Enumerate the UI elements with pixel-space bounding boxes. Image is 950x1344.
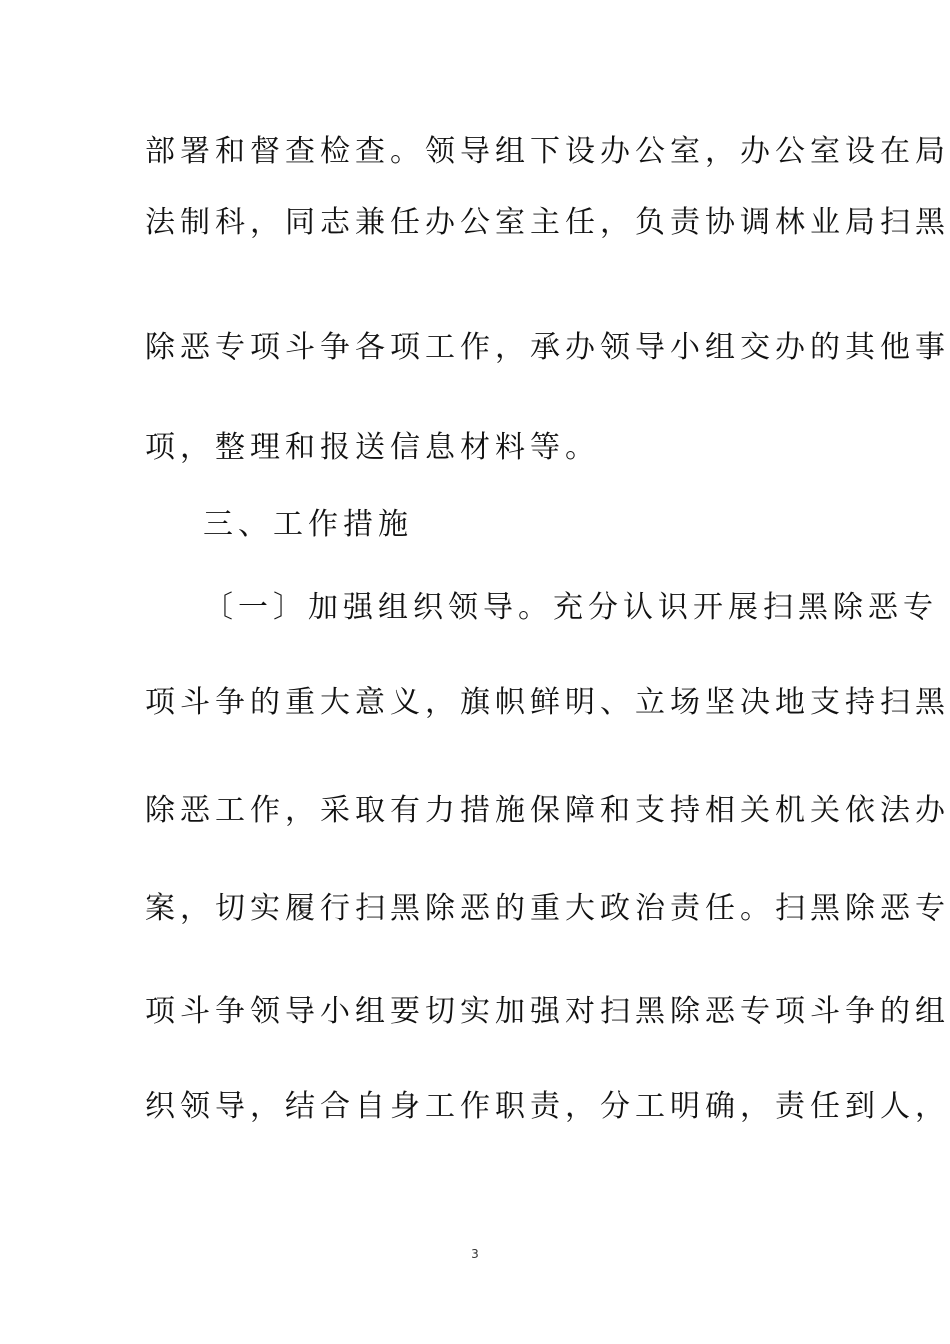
body-text-line: 项，整理和报送信息材料等。 [145, 430, 600, 465]
paragraph-start-line: 〔一〕加强组织领导。充分认识开展扫黑除恶专 [203, 590, 938, 625]
body-text-line: 除恶工作，采取有力措施保障和支持相关机关依法办 [145, 793, 950, 828]
body-text-line: 项斗争领导小组要切实加强对扫黑除恶专项斗争的组 [145, 994, 950, 1029]
body-text-line: 织领导，结合自身工作职责，分工明确，责任到人， [145, 1089, 950, 1124]
section-heading: 三、工作措施 [203, 507, 413, 542]
body-text-line: 部署和督查检查。领导组下设办公室，办公室设在局 [145, 134, 950, 169]
body-text-line: 案，切实履行扫黑除恶的重大政治责任。扫黑除恶专 [145, 891, 950, 926]
page-number: 3 [471, 1247, 479, 1261]
body-text-line: 项斗争的重大意义，旗帜鲜明、立场坚决地支持扫黑 [145, 685, 950, 720]
body-text-line: 除恶专项斗争各项工作，承办领导小组交办的其他事 [145, 330, 950, 365]
body-text-line: 法制科，同志兼任办公室主任，负责协调林业局扫黑 [145, 205, 950, 240]
